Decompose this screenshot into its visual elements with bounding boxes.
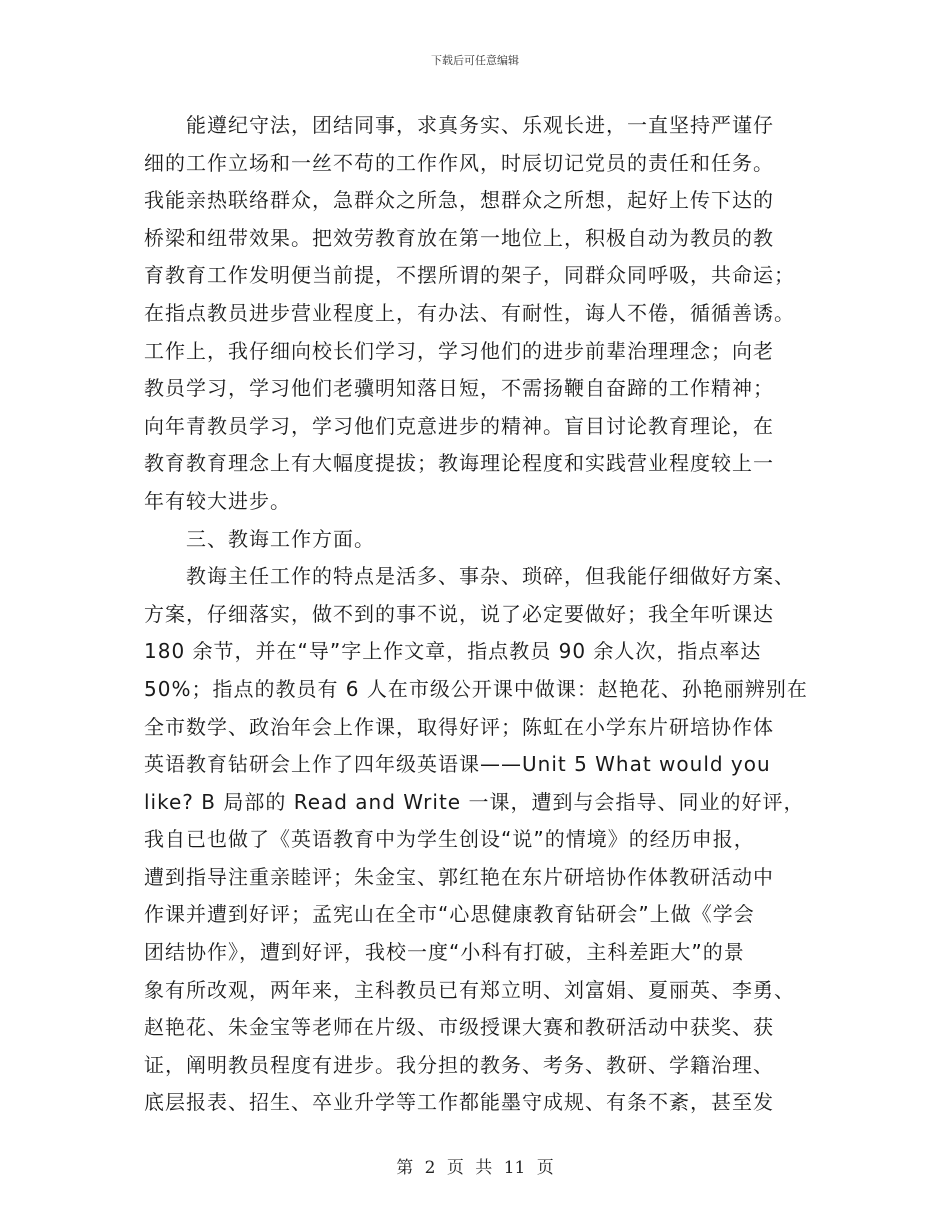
body-line: 细的工作立场和一丝不苟的工作作风，时辰切记党员的责任和任务。	[144, 150, 774, 175]
body-line: 教诲主任工作的特点是活多、事杂、琐碎，但我能仔细做好方案、	[144, 564, 795, 589]
body-line: 教员学习，学习他们老骥明知落日短，不需扬鞭自奋蹄的工作精神；	[144, 376, 774, 401]
body-line: 向年青教员学习，学习他们克意进步的精神。盲目讨论教育理论，在	[144, 413, 774, 438]
body-line: 年有较大进步。	[144, 488, 291, 513]
body-line: 50%；指点的教员有 6 人在市级公开课中做课：赵艳花、孙艳丽辨别在	[144, 676, 808, 701]
body-line: 全市数学、政治年会上作课，取得好评；陈虹在小学东片研培协作体	[144, 714, 774, 739]
body-line: 能遵纪守法，团结同事，求真务实、乐观长进，一直坚持严谨仔	[144, 113, 774, 137]
section-heading: 三、教诲工作方面。	[144, 526, 375, 551]
document-body	[144, 107, 812, 1122]
page-number-footer: 第 2 页 共 11 页	[396, 1158, 554, 1178]
body-line: 英语教育钻研会上作了四年级英语课——Unit 5 What would you	[144, 752, 771, 777]
body-line: 我能亲热联络群众，急群众之所急，想群众之所想，起好上传下达的	[144, 188, 774, 213]
page-header: 下载后可任意编辑	[431, 54, 519, 67]
body-line: 遭到指导注重亲睦评；朱金宝、郭红艳在东片研培协作体教研活动中	[144, 864, 774, 889]
body-line: 证，阐明教员程度有进步。我分担的教务、考务、教研、学籍治理、	[144, 1052, 774, 1077]
body-line: 工作上，我仔细向校长们学习，学习他们的进步前辈治理理念；向老	[144, 338, 774, 363]
body-line: 桥梁和纽带效果。把效劳教育放在第一地位上，积极自动为教员的教	[144, 225, 774, 250]
body-line: 象有所改观，两年来，主科教员已有郑立明、刘富娟、夏丽英、李勇、	[144, 977, 795, 1002]
body-line: 作课并遭到好评；孟宪山在全市“心思健康教育钻研会”上做《学会	[144, 902, 755, 927]
body-line: 底层报表、招生、卒业升学等工作都能墨守成规、有条不紊，甚至发	[144, 1090, 774, 1115]
body-line: 方案，仔细落实，做不到的事不说，说了必定要做好；我全年听课达	[144, 601, 774, 626]
body-line: 教育教育理念上有大幅度提拔；教诲理论程度和实践营业程度较上一	[144, 451, 774, 476]
body-line: 我自已也做了《英语教育中为学生创设“说”的情境》的经历申报，	[144, 827, 755, 852]
body-line: like? B 局部的 Read and Write 一课，遭到与会指导、同业的好评，	[144, 789, 805, 814]
body-line: 在指点教员进步营业程度上，有办法、有耐性，诲人不倦，循循善诱。	[144, 300, 795, 325]
body-line: 赵艳花、朱金宝等老师在片级、市级授课大赛和教研活动中获奖、获	[144, 1015, 774, 1040]
body-line: 180 余节，并在“导”字上作文章，指点教员 90 余人次，指点率达	[144, 639, 762, 664]
body-line: 团结协作》，遭到好评，我校一度“小科有打破，主科差距大”的景	[144, 940, 745, 965]
body-line: 育教育工作发明便当前提，不摆所谓的架子，同群众同呼吸，共命运；	[144, 263, 795, 288]
